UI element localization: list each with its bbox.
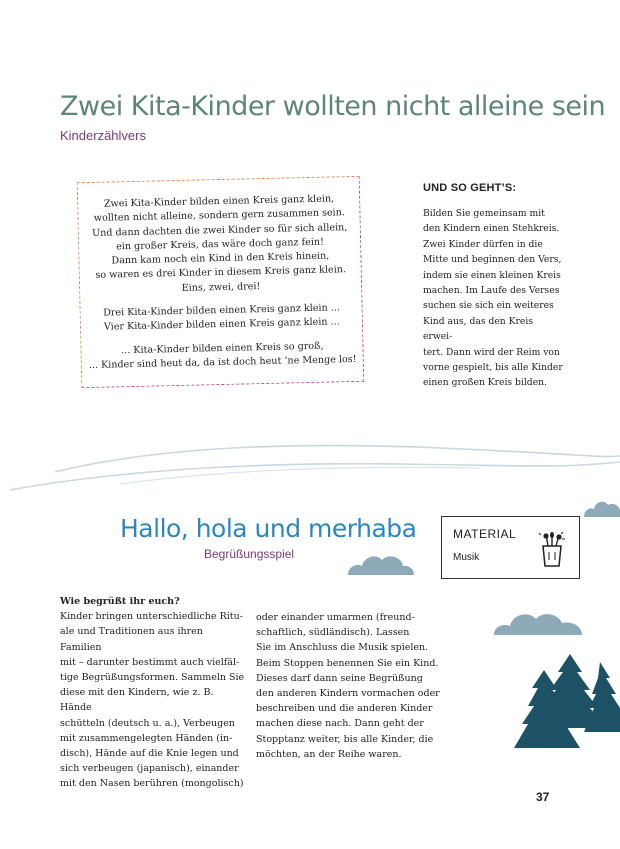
verse-line: Und dann dachten die zwei Kinder so für sich allein, xyxy=(91,221,348,239)
howto-line: Bilden Sie gemeinsam mit xyxy=(423,208,545,219)
page-subtitle: Kinderzählvers xyxy=(60,128,146,143)
body-line: sich verbeugen (japanisch), einander xyxy=(60,763,239,775)
verse-line: Drei Kita-Kinder bilden einen Kreis ganz klein ... xyxy=(103,302,341,319)
text-column-right xyxy=(256,610,442,762)
verse-line: so waren es drei Kinder in diesem Kreis ganz klein. xyxy=(95,264,347,282)
howto-line: Zwei Kinder dürfen in die xyxy=(423,238,543,250)
howto-line: Kind aus, das den Kreis erwei- xyxy=(423,315,533,343)
howto-text xyxy=(423,206,563,391)
material-item: Musik xyxy=(453,552,480,563)
verse-text xyxy=(84,192,358,382)
body-line: den anderen Kindern vormachen oder xyxy=(256,688,440,700)
page-number: 37 xyxy=(536,790,550,804)
verse-line: Dann kam noch ein Kind in den Kreis hinein, xyxy=(111,250,330,267)
howto-line: tert. Dann wird der Reim von xyxy=(423,346,560,358)
body-line: beschreiben und die anderen Kinder xyxy=(256,703,433,715)
body-line: schütteln (deutsch u. a.), Verbeugen xyxy=(60,717,235,729)
cloud-icon xyxy=(492,603,584,637)
body-line: mit den Nasen berühren (mongolisch) xyxy=(60,778,244,790)
body-line: disch), Hände auf die Knie legen und xyxy=(60,748,239,760)
body-line: diese mit den Kindern, wie z. B. Hände xyxy=(60,687,214,714)
text-column-left xyxy=(60,594,246,792)
body-line: möchten, an der Reihe waren. xyxy=(256,748,402,760)
tree-icon xyxy=(510,652,620,762)
verse-line: wollten nicht alleine, sondern gern zusammen sein. xyxy=(93,207,346,225)
howto-line: Mitte und beginnen den Vers, xyxy=(423,254,562,266)
section-title: Hallo, hola und merhaba xyxy=(120,514,417,543)
cloud-icon xyxy=(346,545,416,577)
body-line: ale und Traditionen aus ihren Familien xyxy=(60,626,203,653)
howto-line: den Kindern einen Stehkreis. xyxy=(423,223,560,235)
music-instruments-icon xyxy=(537,530,567,568)
verse-line: Vier Kita-Kinder bilden einen Kreis ganz klein ... xyxy=(103,316,340,334)
body-line: mit – darunter bestimmt auch vielfäl- xyxy=(60,656,240,668)
body-line: Beim Stoppen benennen Sie ein Kind. xyxy=(256,657,439,669)
wave-divider xyxy=(0,432,620,502)
cloud-icon xyxy=(582,493,620,519)
howto-heading: UND SO GEHT’S: xyxy=(423,182,517,194)
body-line: mit zusammengelegten Händen (in- xyxy=(60,732,233,744)
body-line: tige Begrüßungsformen. Sammeln Sie xyxy=(60,672,245,684)
body-line: oder einander umarmen (freund- xyxy=(256,612,415,623)
howto-line: vorne gespielt, bis alle Kinder xyxy=(423,362,563,374)
verse-line: ... Kita-Kinder bilden einen Kreis so groß, xyxy=(121,340,324,356)
howto-line: machen. Im Laufe des Verses xyxy=(423,285,560,297)
material-heading: MATERIAL xyxy=(453,527,517,541)
howto-line: indem sie einen kleinen Kreis xyxy=(423,269,561,281)
verse-line: ... Kinder sind heut da, da ist doch heut ’ne Menge los! xyxy=(88,353,357,371)
section-subtitle: Begrüßungsspiel xyxy=(204,547,295,561)
verse-line: Zwei Kita-Kinder bilden einen Kreis ganz klein, xyxy=(103,193,335,210)
verse-line: Eins, zwei, drei! xyxy=(181,280,261,294)
body-line: Kinder bringen unterschiedliche Ritu- xyxy=(60,611,243,623)
howto-line: suchen sie sich ein weiteres xyxy=(423,300,554,312)
howto-line: einen großen Kreis bilden. xyxy=(423,377,547,389)
question-heading: Wie begrüßt ihr euch? xyxy=(60,596,180,607)
body-line: Dieses darf dann seine Begrüßung xyxy=(256,672,423,684)
page-title: Zwei Kita-Kinder wollten nicht alleine sein xyxy=(60,91,606,122)
body-line: Sie im Anschluss die Musik spielen. xyxy=(256,642,429,654)
verse-line: ein großer Kreis, das wäre doch ganz fein! xyxy=(116,236,325,253)
body-line: schaftlich, südländisch). Lassen xyxy=(256,627,410,639)
body-line: machen diese nach. Dann geht der xyxy=(256,718,424,730)
body-line: Stopptanz weiter, bis alle Kinder, die xyxy=(256,733,434,745)
